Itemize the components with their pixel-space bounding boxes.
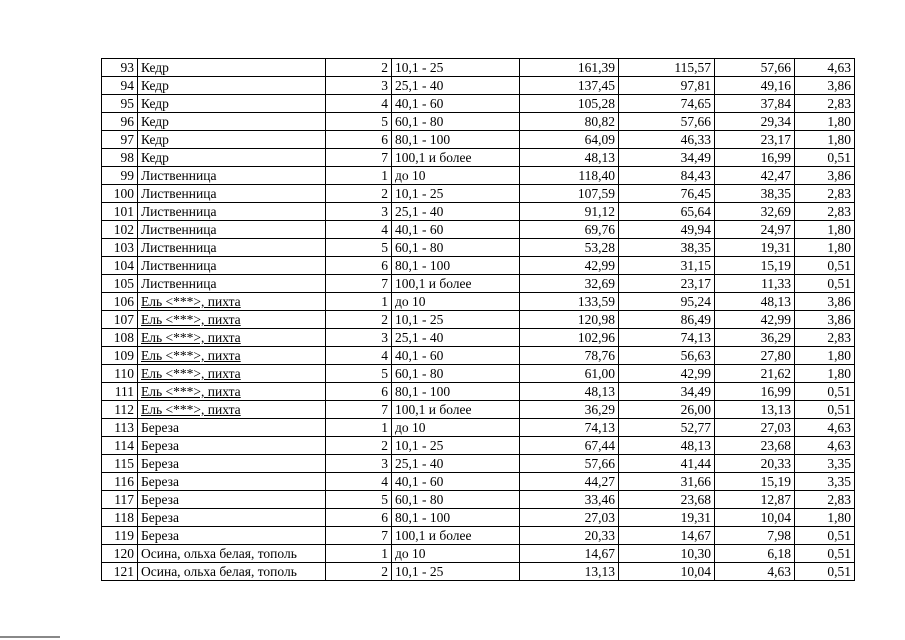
value-4-cell: 1,80 <box>795 131 855 149</box>
species-cell: Лиственница <box>138 203 326 221</box>
table-row <box>102 563 855 581</box>
value-3-cell: 37,84 <box>715 95 795 113</box>
class-cell: 2 <box>326 437 392 455</box>
row-number-cell: 100 <box>102 185 138 203</box>
value-1-cell: 105,28 <box>520 95 619 113</box>
row-number-cell: 97 <box>102 131 138 149</box>
species-cell: Кедр <box>138 113 326 131</box>
table-row <box>102 221 855 239</box>
value-4-cell: 0,51 <box>795 545 855 563</box>
table-row <box>102 383 855 401</box>
value-2-cell: 49,94 <box>619 221 715 239</box>
table-row <box>102 419 855 437</box>
table-row <box>102 455 855 473</box>
row-number-cell: 111 <box>102 383 138 401</box>
row-number-cell: 109 <box>102 347 138 365</box>
value-2-cell: 74,13 <box>619 329 715 347</box>
diameter-range-cell: 60,1 - 80 <box>392 239 520 257</box>
value-2-cell: 31,66 <box>619 473 715 491</box>
value-4-cell: 2,83 <box>795 203 855 221</box>
table-row <box>102 311 855 329</box>
species-cell: Береза <box>138 491 326 509</box>
row-number-cell: 103 <box>102 239 138 257</box>
class-cell: 6 <box>326 383 392 401</box>
value-1-cell: 69,76 <box>520 221 619 239</box>
row-number-cell: 110 <box>102 365 138 383</box>
table-row <box>102 275 855 293</box>
class-cell: 2 <box>326 59 392 77</box>
species-cell: Осина, ольха белая, тополь <box>138 563 326 581</box>
diameter-range-cell: 100,1 и более <box>392 527 520 545</box>
value-3-cell: 29,34 <box>715 113 795 131</box>
species-cell: Кедр <box>138 131 326 149</box>
species-cell: Кедр <box>138 95 326 113</box>
class-cell: 1 <box>326 545 392 563</box>
species-cell: Кедр <box>138 149 326 167</box>
value-4-cell: 2,83 <box>795 95 855 113</box>
value-4-cell: 0,51 <box>795 401 855 419</box>
value-1-cell: 44,27 <box>520 473 619 491</box>
value-3-cell: 27,80 <box>715 347 795 365</box>
diameter-range-cell: 100,1 и более <box>392 149 520 167</box>
diameter-range-cell: 25,1 - 40 <box>392 77 520 95</box>
value-2-cell: 38,35 <box>619 239 715 257</box>
value-1-cell: 13,13 <box>520 563 619 581</box>
species-cell: Ель <***>, пихта <box>138 347 326 365</box>
class-cell: 7 <box>326 275 392 293</box>
value-2-cell: 74,65 <box>619 95 715 113</box>
value-2-cell: 56,63 <box>619 347 715 365</box>
value-4-cell: 3,35 <box>795 455 855 473</box>
value-3-cell: 15,19 <box>715 473 795 491</box>
species-cell: Береза <box>138 473 326 491</box>
diameter-range-cell: до 10 <box>392 545 520 563</box>
class-cell: 1 <box>326 293 392 311</box>
diameter-range-cell: 25,1 - 40 <box>392 329 520 347</box>
class-cell: 4 <box>326 473 392 491</box>
value-2-cell: 95,24 <box>619 293 715 311</box>
diameter-range-cell: 40,1 - 60 <box>392 95 520 113</box>
value-4-cell: 3,86 <box>795 77 855 95</box>
diameter-range-cell: до 10 <box>392 293 520 311</box>
species-cell: Ель <***>, пихта <box>138 311 326 329</box>
value-2-cell: 19,31 <box>619 509 715 527</box>
value-2-cell: 84,43 <box>619 167 715 185</box>
value-3-cell: 7,98 <box>715 527 795 545</box>
class-cell: 4 <box>326 221 392 239</box>
value-4-cell: 4,63 <box>795 419 855 437</box>
value-3-cell: 15,19 <box>715 257 795 275</box>
table-row <box>102 491 855 509</box>
value-3-cell: 27,03 <box>715 419 795 437</box>
value-4-cell: 0,51 <box>795 257 855 275</box>
class-cell: 3 <box>326 329 392 347</box>
diameter-range-cell: 100,1 и более <box>392 401 520 419</box>
value-2-cell: 41,44 <box>619 455 715 473</box>
table-row <box>102 365 855 383</box>
class-cell: 3 <box>326 455 392 473</box>
scan-edge-mark <box>0 636 60 638</box>
class-cell: 1 <box>326 167 392 185</box>
row-number-cell: 102 <box>102 221 138 239</box>
value-3-cell: 13,13 <box>715 401 795 419</box>
value-4-cell: 1,80 <box>795 365 855 383</box>
diameter-range-cell: 60,1 - 80 <box>392 491 520 509</box>
class-cell: 6 <box>326 257 392 275</box>
value-2-cell: 65,64 <box>619 203 715 221</box>
diameter-range-cell: 40,1 - 60 <box>392 347 520 365</box>
diameter-range-cell: 60,1 - 80 <box>392 113 520 131</box>
species-cell: Ель <***>, пихта <box>138 383 326 401</box>
class-cell: 2 <box>326 311 392 329</box>
diameter-range-cell: 40,1 - 60 <box>392 221 520 239</box>
row-number-cell: 113 <box>102 419 138 437</box>
value-4-cell: 2,83 <box>795 329 855 347</box>
value-1-cell: 74,13 <box>520 419 619 437</box>
class-cell: 5 <box>326 239 392 257</box>
value-1-cell: 102,96 <box>520 329 619 347</box>
table-row <box>102 149 855 167</box>
value-3-cell: 4,63 <box>715 563 795 581</box>
value-3-cell: 23,68 <box>715 437 795 455</box>
value-1-cell: 78,76 <box>520 347 619 365</box>
diameter-range-cell: 10,1 - 25 <box>392 437 520 455</box>
value-2-cell: 10,04 <box>619 563 715 581</box>
species-cell: Лиственница <box>138 275 326 293</box>
value-2-cell: 97,81 <box>619 77 715 95</box>
table-row <box>102 185 855 203</box>
row-number-cell: 105 <box>102 275 138 293</box>
value-2-cell: 48,13 <box>619 437 715 455</box>
table-row <box>102 95 855 113</box>
diameter-range-cell: 10,1 - 25 <box>392 311 520 329</box>
species-cell: Ель <***>, пихта <box>138 329 326 347</box>
value-1-cell: 64,09 <box>520 131 619 149</box>
value-1-cell: 42,99 <box>520 257 619 275</box>
value-4-cell: 2,83 <box>795 491 855 509</box>
row-number-cell: 95 <box>102 95 138 113</box>
value-1-cell: 27,03 <box>520 509 619 527</box>
table-row <box>102 77 855 95</box>
value-3-cell: 20,33 <box>715 455 795 473</box>
diameter-range-cell: 25,1 - 40 <box>392 203 520 221</box>
class-cell: 3 <box>326 77 392 95</box>
diameter-range-cell: 80,1 - 100 <box>392 509 520 527</box>
value-4-cell: 1,80 <box>795 509 855 527</box>
species-cell: Береза <box>138 437 326 455</box>
rates-table <box>101 58 855 581</box>
value-1-cell: 48,13 <box>520 149 619 167</box>
value-1-cell: 120,98 <box>520 311 619 329</box>
value-2-cell: 34,49 <box>619 383 715 401</box>
row-number-cell: 115 <box>102 455 138 473</box>
value-1-cell: 53,28 <box>520 239 619 257</box>
value-1-cell: 20,33 <box>520 527 619 545</box>
value-1-cell: 48,13 <box>520 383 619 401</box>
class-cell: 2 <box>326 185 392 203</box>
class-cell: 4 <box>326 347 392 365</box>
species-cell: Ель <***>, пихта <box>138 401 326 419</box>
value-4-cell: 3,86 <box>795 311 855 329</box>
value-3-cell: 24,97 <box>715 221 795 239</box>
value-3-cell: 23,17 <box>715 131 795 149</box>
row-number-cell: 106 <box>102 293 138 311</box>
table-row <box>102 329 855 347</box>
class-cell: 5 <box>326 365 392 383</box>
diameter-range-cell: 100,1 и более <box>392 275 520 293</box>
value-4-cell: 4,63 <box>795 437 855 455</box>
value-3-cell: 48,13 <box>715 293 795 311</box>
value-4-cell: 3,35 <box>795 473 855 491</box>
class-cell: 1 <box>326 419 392 437</box>
row-number-cell: 108 <box>102 329 138 347</box>
value-4-cell: 0,51 <box>795 275 855 293</box>
table-row <box>102 239 855 257</box>
table-row <box>102 509 855 527</box>
class-cell: 7 <box>326 527 392 545</box>
value-4-cell: 3,86 <box>795 293 855 311</box>
value-4-cell: 0,51 <box>795 149 855 167</box>
value-1-cell: 61,00 <box>520 365 619 383</box>
value-2-cell: 23,68 <box>619 491 715 509</box>
row-number-cell: 98 <box>102 149 138 167</box>
value-4-cell: 3,86 <box>795 167 855 185</box>
value-2-cell: 10,30 <box>619 545 715 563</box>
value-4-cell: 0,51 <box>795 383 855 401</box>
species-cell: Береза <box>138 455 326 473</box>
value-4-cell: 1,80 <box>795 239 855 257</box>
row-number-cell: 99 <box>102 167 138 185</box>
species-cell: Лиственница <box>138 185 326 203</box>
diameter-range-cell: 40,1 - 60 <box>392 473 520 491</box>
value-2-cell: 34,49 <box>619 149 715 167</box>
table-row <box>102 257 855 275</box>
diameter-range-cell: 80,1 - 100 <box>392 257 520 275</box>
value-4-cell: 1,80 <box>795 221 855 239</box>
value-1-cell: 57,66 <box>520 455 619 473</box>
table-row <box>102 131 855 149</box>
diameter-range-cell: 25,1 - 40 <box>392 455 520 473</box>
species-cell: Береза <box>138 419 326 437</box>
value-4-cell: 1,80 <box>795 347 855 365</box>
species-cell: Кедр <box>138 77 326 95</box>
value-4-cell: 2,83 <box>795 185 855 203</box>
value-3-cell: 10,04 <box>715 509 795 527</box>
row-number-cell: 101 <box>102 203 138 221</box>
table-row <box>102 437 855 455</box>
value-3-cell: 42,99 <box>715 311 795 329</box>
diameter-range-cell: 10,1 - 25 <box>392 59 520 77</box>
value-1-cell: 33,46 <box>520 491 619 509</box>
class-cell: 6 <box>326 131 392 149</box>
table-row <box>102 293 855 311</box>
value-2-cell: 115,57 <box>619 59 715 77</box>
value-3-cell: 57,66 <box>715 59 795 77</box>
value-2-cell: 46,33 <box>619 131 715 149</box>
value-1-cell: 32,69 <box>520 275 619 293</box>
value-1-cell: 161,39 <box>520 59 619 77</box>
class-cell: 4 <box>326 95 392 113</box>
row-number-cell: 120 <box>102 545 138 563</box>
value-3-cell: 49,16 <box>715 77 795 95</box>
value-3-cell: 11,33 <box>715 275 795 293</box>
row-number-cell: 118 <box>102 509 138 527</box>
table-row <box>102 347 855 365</box>
value-4-cell: 0,51 <box>795 563 855 581</box>
table-row <box>102 59 855 77</box>
value-1-cell: 133,59 <box>520 293 619 311</box>
value-2-cell: 42,99 <box>619 365 715 383</box>
row-number-cell: 107 <box>102 311 138 329</box>
species-cell: Кедр <box>138 59 326 77</box>
species-cell: Лиственница <box>138 167 326 185</box>
class-cell: 6 <box>326 509 392 527</box>
species-cell: Береза <box>138 527 326 545</box>
table-row <box>102 167 855 185</box>
species-cell: Ель <***>, пихта <box>138 365 326 383</box>
value-4-cell: 0,51 <box>795 527 855 545</box>
species-cell: Лиственница <box>138 221 326 239</box>
row-number-cell: 104 <box>102 257 138 275</box>
value-3-cell: 42,47 <box>715 167 795 185</box>
table-row <box>102 203 855 221</box>
value-1-cell: 36,29 <box>520 401 619 419</box>
diameter-range-cell: 10,1 - 25 <box>392 185 520 203</box>
row-number-cell: 119 <box>102 527 138 545</box>
row-number-cell: 96 <box>102 113 138 131</box>
row-number-cell: 93 <box>102 59 138 77</box>
class-cell: 5 <box>326 491 392 509</box>
row-number-cell: 112 <box>102 401 138 419</box>
class-cell: 7 <box>326 149 392 167</box>
class-cell: 5 <box>326 113 392 131</box>
value-4-cell: 4,63 <box>795 59 855 77</box>
table-row <box>102 545 855 563</box>
value-1-cell: 14,67 <box>520 545 619 563</box>
value-2-cell: 23,17 <box>619 275 715 293</box>
value-1-cell: 91,12 <box>520 203 619 221</box>
table-row <box>102 401 855 419</box>
row-number-cell: 117 <box>102 491 138 509</box>
value-2-cell: 31,15 <box>619 257 715 275</box>
class-cell: 3 <box>326 203 392 221</box>
value-1-cell: 137,45 <box>520 77 619 95</box>
diameter-range-cell: 80,1 - 100 <box>392 131 520 149</box>
value-1-cell: 67,44 <box>520 437 619 455</box>
value-3-cell: 36,29 <box>715 329 795 347</box>
table-row <box>102 527 855 545</box>
value-3-cell: 32,69 <box>715 203 795 221</box>
table-row <box>102 113 855 131</box>
species-cell: Лиственница <box>138 239 326 257</box>
diameter-range-cell: 10,1 - 25 <box>392 563 520 581</box>
value-3-cell: 21,62 <box>715 365 795 383</box>
species-cell: Осина, ольха белая, тополь <box>138 545 326 563</box>
value-3-cell: 19,31 <box>715 239 795 257</box>
value-3-cell: 38,35 <box>715 185 795 203</box>
value-1-cell: 107,59 <box>520 185 619 203</box>
value-3-cell: 12,87 <box>715 491 795 509</box>
class-cell: 7 <box>326 401 392 419</box>
value-3-cell: 16,99 <box>715 383 795 401</box>
value-2-cell: 52,77 <box>619 419 715 437</box>
value-2-cell: 26,00 <box>619 401 715 419</box>
species-cell: Ель <***>, пихта <box>138 293 326 311</box>
class-cell: 2 <box>326 563 392 581</box>
value-2-cell: 76,45 <box>619 185 715 203</box>
value-2-cell: 14,67 <box>619 527 715 545</box>
value-1-cell: 80,82 <box>520 113 619 131</box>
diameter-range-cell: до 10 <box>392 167 520 185</box>
table-row <box>102 473 855 491</box>
diameter-range-cell: 80,1 - 100 <box>392 383 520 401</box>
row-number-cell: 114 <box>102 437 138 455</box>
row-number-cell: 94 <box>102 77 138 95</box>
species-cell: Лиственница <box>138 257 326 275</box>
value-3-cell: 6,18 <box>715 545 795 563</box>
diameter-range-cell: 60,1 - 80 <box>392 365 520 383</box>
value-3-cell: 16,99 <box>715 149 795 167</box>
table-body <box>102 59 855 581</box>
value-4-cell: 1,80 <box>795 113 855 131</box>
value-1-cell: 118,40 <box>520 167 619 185</box>
diameter-range-cell: до 10 <box>392 419 520 437</box>
species-cell: Береза <box>138 509 326 527</box>
value-2-cell: 86,49 <box>619 311 715 329</box>
value-2-cell: 57,66 <box>619 113 715 131</box>
row-number-cell: 116 <box>102 473 138 491</box>
row-number-cell: 121 <box>102 563 138 581</box>
